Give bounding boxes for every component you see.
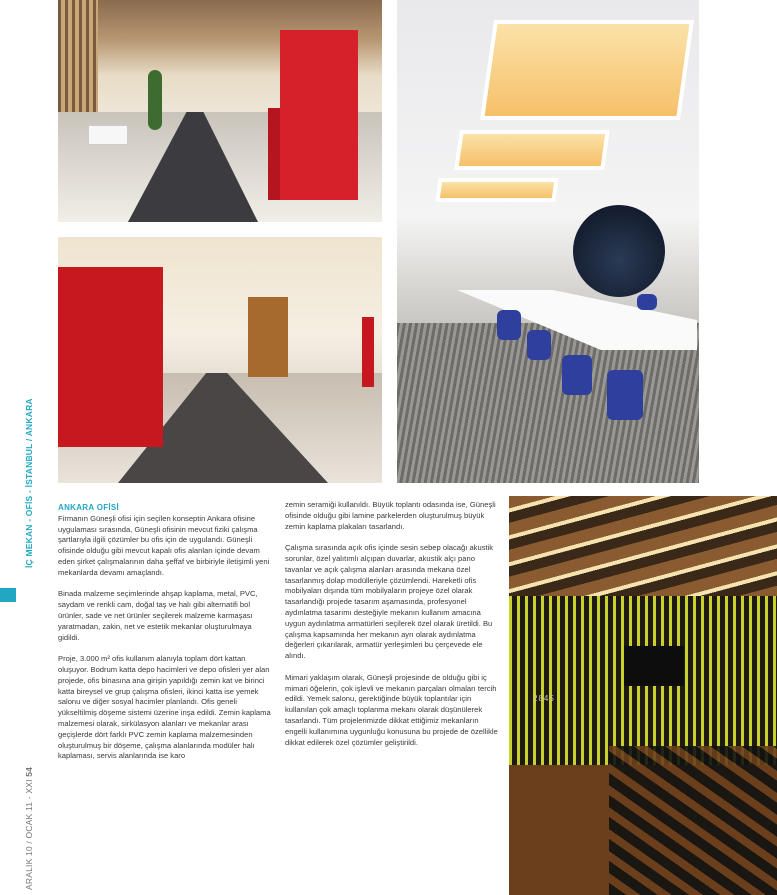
article-heading: ANKARA OFİSİ	[58, 503, 120, 512]
chair	[607, 370, 643, 420]
ceiling-light-panel	[454, 130, 610, 170]
text-column-1	[58, 503, 273, 773]
red-door-panel	[58, 267, 163, 447]
room-number-sign: 2845	[533, 694, 555, 703]
city-night-artwork	[573, 205, 665, 297]
chair	[497, 310, 521, 340]
chair-rows	[609, 746, 777, 895]
ceiling-light-panel	[480, 20, 694, 120]
text-column-2	[285, 500, 498, 759]
slatted-ceiling	[509, 496, 777, 596]
plant	[148, 70, 162, 130]
ceiling-light-panel	[435, 178, 558, 202]
corridor-photo	[58, 237, 382, 483]
chair	[637, 294, 657, 310]
issue-label: ARALIK 10 / OCAK 11 - XXI	[24, 779, 34, 890]
meeting-room-photo	[397, 0, 699, 483]
reception-photo	[58, 0, 382, 222]
red-accent-panel	[362, 317, 374, 387]
chair	[562, 355, 592, 395]
bench	[88, 125, 128, 145]
page-number: 54	[24, 766, 34, 777]
paragraph: Mimari yaklaşım olarak, Güneşli projesinde de olduğu gibi iç mimari öğelerin, çok işlevli ve mekanın parçaları olmaları tercih edildi. Yemek salonu, gerektiğinde büyük toplantılar için kullanılan çok amaçlı toplanma mekanı olarak düşünülerek tasarlandı. Tüm projelerimizde dikkat ettiğimiz mekanların engelli kullanımına uygunluğu konusuna bu projede de özellikle dikkat edilerek özel çözümler geliştirildi.	[285, 672, 498, 747]
chair	[527, 330, 551, 360]
screen	[624, 646, 684, 686]
paragraph: zemin seramiği kullanıldı. Büyük toplantı odasında ise, Güneşli ofisinde olduğu gibi lamine parkelerden oluşturulmuş büyük zemin kaplama plakaları tasarlandı.	[285, 500, 496, 531]
paragraph: Proje, 3.000 m² ofis kullanım alanıyla toplam dört kattan oluşuyor. Bodrum katta depo hacimleri ve depo ofisleri yer alan projede, ofis binasına ana girişin yapıldığı zemin kat ve birinci katta bireysel ve grup çalışma ofisleri, ikinci katta ise yemek salonu ve diğer sosyal hacimler planlandı. Ofis geneli yükseltilmiş döşeme sistemi üzerine inşa edildi. Zemin kaplama malzemesi olarak, sirkülasyon alanları ve mekanlar arası geçişlerde dört farklı PVC zemin kaplama malzemesinden oluşturulmuş bir döşeme, çalışma alanlarında modüler halı kaplaması, servis alanlarında ise karo	[58, 654, 271, 761]
paragraph: Binada malzeme seçimlerinde ahşap kaplama, metal, PVC, saydam ve renkli cam, doğal taş ve halı gibi alternatifi bol ürünler, sade ve net ürünler seçilerek malzeme karmaşası yaratmadan, zakin, net ve estetik mekanlar oluşturulmaya gidildi.	[58, 589, 258, 642]
red-wall-panel	[280, 30, 358, 200]
auditorium-photo	[509, 496, 777, 895]
section-label: İÇ MEKAN - OFİS - İSTANBUL / ANKARA	[24, 398, 34, 568]
paragraph: Firmanın Güneşli ofisi için seçilen konseptin Ankara ofisine uygulaması sırasında, Güneşli ofisinin mevcut fiziki çalışma şartlarıyla ilgili çözümler bu ofis için de uygulandı. Güneşli ofisinde olduğu gibi mevcut kapalı ofis alanları içinde devam eden şirket çalışmalarının daha şeffaf ve birbiriyle iletişimli yeni mekanlarda devamı amaçlandı.	[58, 513, 270, 577]
folio-accent-bar	[0, 588, 16, 602]
wood-panel	[248, 297, 288, 377]
paragraph: Çalışma sırasında açık ofis içinde sesin sebep olacağı akustik sorunlar, özel yalıtımlı alçıpan duvarlar, akustik alçı pano tavanlar ve açık çalışma alanları arasında mekana özel tasarlanmış dolap modülleriyle çözümlendi. Hareketli ofis mobilyaları dışında tüm mobilyaların projeye özel olarak tasarlandığı projede tasarım aşamasında, profesyonel aydınlatma tasarımı desteğiyle mekanın kullanım amacına uygun aydınlatma armatürleri seçilerek özel olarak üretildi. Bu çalışma kapsamında her mekanın ayrı olarak aydınlatma değerleri çıkarılarak, armatür yerleşimleri bu çerçevede ele alındı.	[285, 543, 494, 661]
